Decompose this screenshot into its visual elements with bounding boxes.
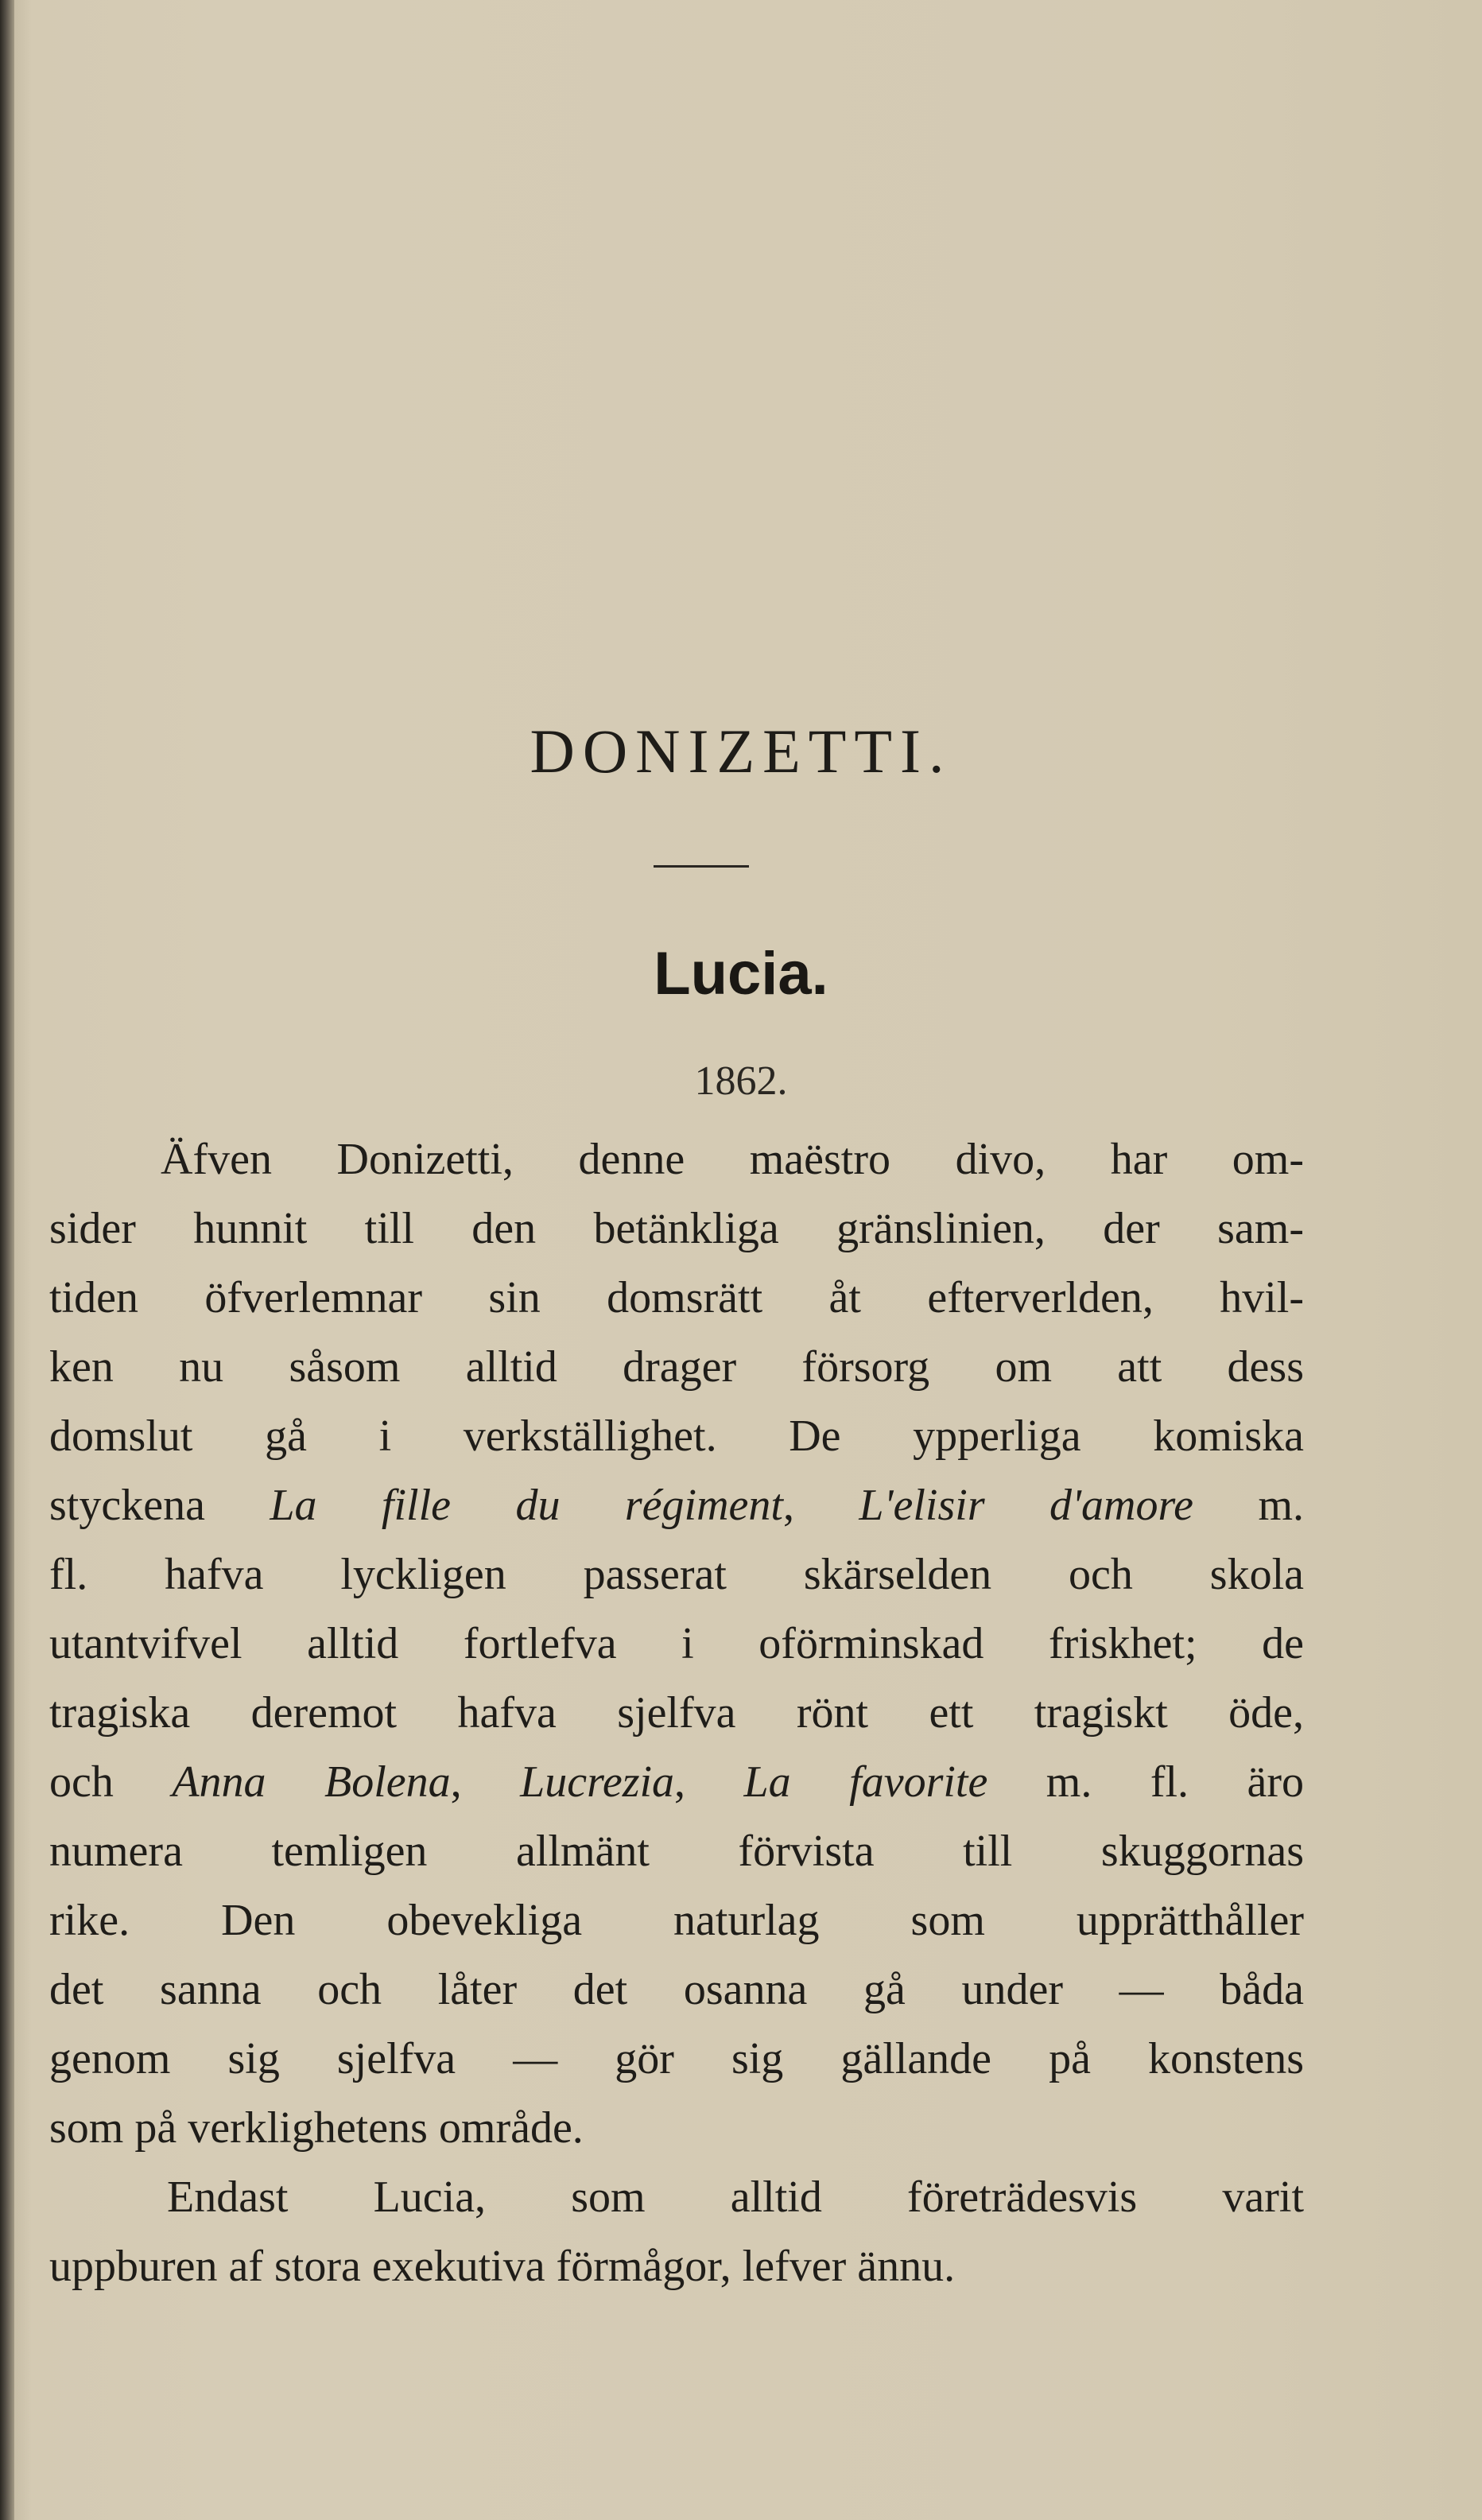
text-run: styckena xyxy=(49,1481,270,1530)
text-line xyxy=(49,1817,1304,1886)
text-run: fl. hafva lyckligen passerat skärselden och skola xyxy=(49,1550,1304,1599)
text-run: rike. Den obevekliga naturlag som upprätthåller xyxy=(49,1896,1304,1945)
text-run: m. fl. äro xyxy=(987,1757,1305,1807)
text-line xyxy=(49,1402,1304,1471)
text-run: sider hunnit till den betänkliga gränslinien, der sam- xyxy=(49,1204,1304,1253)
text-line xyxy=(49,1333,1304,1402)
text-line xyxy=(49,2232,1304,2301)
text-run: numera temligen allmänt förvista till skuggornas xyxy=(49,1827,1304,1876)
text-run: och xyxy=(49,1757,173,1807)
section-title: Lucia. xyxy=(654,940,828,1008)
text-line xyxy=(49,1194,1304,1264)
section-year: 1862. xyxy=(694,1058,788,1104)
text-line xyxy=(49,1679,1304,1748)
text-line xyxy=(49,2025,1304,2094)
paragraph xyxy=(49,2163,1304,2301)
text-line xyxy=(49,1125,1304,1194)
text-run: Äfven Donizetti, denne maëstro divo, har om- xyxy=(161,1135,1304,1184)
text-run: domslut gå i verkställighet. De ypperliga komiska xyxy=(49,1411,1304,1461)
italic-title: Lucrezia xyxy=(520,1757,675,1807)
text-line xyxy=(49,2094,1304,2163)
text-line xyxy=(49,1264,1304,1333)
text-run: tiden öfverlemnar sin domsrätt åt efterverlden, hvil- xyxy=(49,1273,1304,1322)
title-divider xyxy=(654,865,749,868)
italic-title: La fille du régiment xyxy=(270,1481,783,1530)
paragraph xyxy=(49,1125,1304,2163)
text-run: , xyxy=(450,1757,521,1807)
text-run: Endast Lucia, som alltid företrädesvis varit xyxy=(167,2172,1304,2222)
text-line xyxy=(49,1955,1304,2025)
text-run: som på verklighetens område. xyxy=(49,2103,584,2153)
text-line xyxy=(49,1748,1304,1817)
body-text xyxy=(49,1125,1304,2301)
text-run: tragiska deremot hafva sjelfva rönt ett tragiskt öde, xyxy=(49,1688,1304,1738)
italic-title: Anna Bolena xyxy=(172,1757,451,1807)
chapter-title: DONIZETTI. xyxy=(530,716,952,786)
text-line xyxy=(49,1609,1304,1679)
italic-title: L'elisir d'amore xyxy=(859,1481,1194,1530)
text-run: m. xyxy=(1193,1481,1305,1530)
text-line xyxy=(49,1471,1304,1540)
italic-title: La favorite xyxy=(743,1757,988,1807)
text-run: , xyxy=(782,1481,859,1530)
text-line xyxy=(49,1540,1304,1609)
text-run: , xyxy=(674,1757,744,1807)
text-run: genom sig sjelfva — gör sig gällande på konstens xyxy=(49,2034,1304,2083)
text-run: ken nu såsom alltid drager försorg om att dess xyxy=(49,1342,1304,1392)
text-line xyxy=(49,2163,1304,2232)
text-line xyxy=(49,1886,1304,1955)
text-run: uppburen af stora exekutiva förmågor, lefver ännu. xyxy=(49,2242,956,2291)
text-run: utantvifvel alltid fortlefva i oförminskad friskhet; de xyxy=(49,1619,1304,1668)
text-run: det sanna och låter det osanna gå under — båda xyxy=(49,1965,1304,2014)
book-spine-shadow xyxy=(0,0,14,2520)
